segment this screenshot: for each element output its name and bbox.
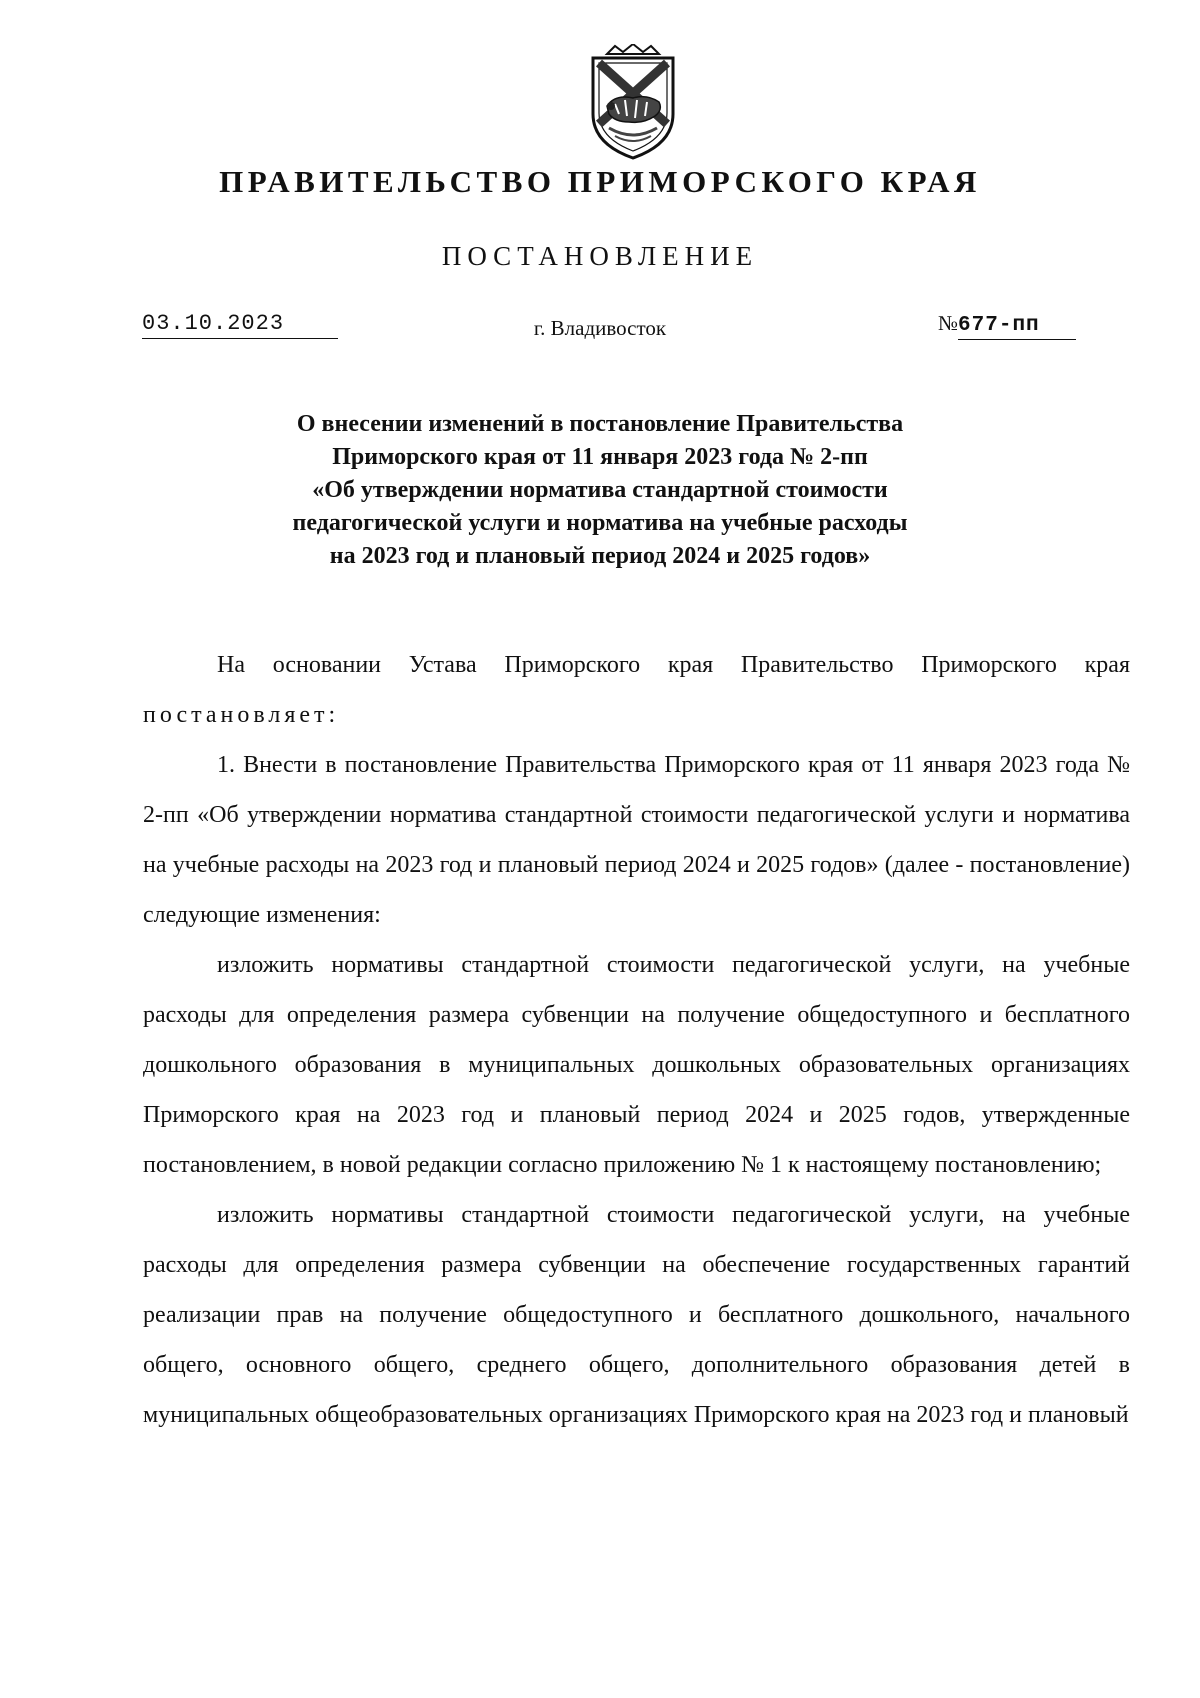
body-paragraph-item1: 1. Внести в постановление Правительства Приморского края от 11 января 2023 года № 2-пп «Об утверждении норматива стандартной стоимости педагогической услуги и норматива на учебные расходы на 2023 год и плановый период 2024 и 2025 годов» (далее - постановление) следующие изменения: [143, 752, 1130, 928]
document-number [938, 311, 1076, 340]
subject-line: «Об утверждении норматива стандартной стоимости [312, 477, 888, 503]
document-type-heading: ПОСТАНОВЛЕНИЕ [441, 241, 759, 271]
coat-of-arms-icon [585, 44, 681, 162]
intro-resolves: постановляет: [143, 702, 340, 728]
body-paragraph-2: изложить нормативы стандартной стоимости педагогической услуги, на учебные расходы для определения размера субвенции на получение общедоступного и бесплатного дошкольного образования в муниципальных дошкольных образовательных организациях Приморского края на 2023 год и плановый период 2024 и 2025 годов, утвержденные постановлением, в новой редакции согласно приложению № 1 к настоящему постановлению; [143, 952, 1130, 1178]
number-sign: № [938, 311, 959, 335]
subject-line: Приморского края от 11 января 2023 года № 2-пп [332, 444, 868, 470]
document-body [143, 640, 1130, 1440]
document-subject [150, 408, 1050, 573]
intro-text: На основании Устава Приморского края Правительство Приморского края [217, 652, 1130, 678]
body-paragraph-3: изложить нормативы стандартной стоимости педагогической услуги, на учебные расходы для определения размера субвенции на обеспечение государственных гарантий реализации прав на получение общедоступного и бесплатного дошкольного, начального общего, основного общего, среднего общего, дополнительного образования детей в муниципальных общеобразовательных организациях Приморского края на 2023 год и плановый [143, 1202, 1130, 1428]
number-value: 677-пп [958, 314, 1076, 340]
government-title: ПРАВИТЕЛЬСТВО ПРИМОРСКОГО КРАЯ [219, 164, 981, 199]
body-paragraph-intro [143, 640, 1130, 740]
subject-line: педагогической услуги и норматива на учебные расходы [292, 510, 908, 536]
document-date: 03.10.2023 [142, 311, 338, 339]
document-city: г. Владивосток [533, 316, 667, 340]
subject-line: О внесении изменений в постановление Правительства [296, 411, 904, 437]
subject-line: на 2023 год и плановый период 2024 и 2025 годов» [329, 543, 871, 569]
document-meta-row [0, 311, 1200, 351]
